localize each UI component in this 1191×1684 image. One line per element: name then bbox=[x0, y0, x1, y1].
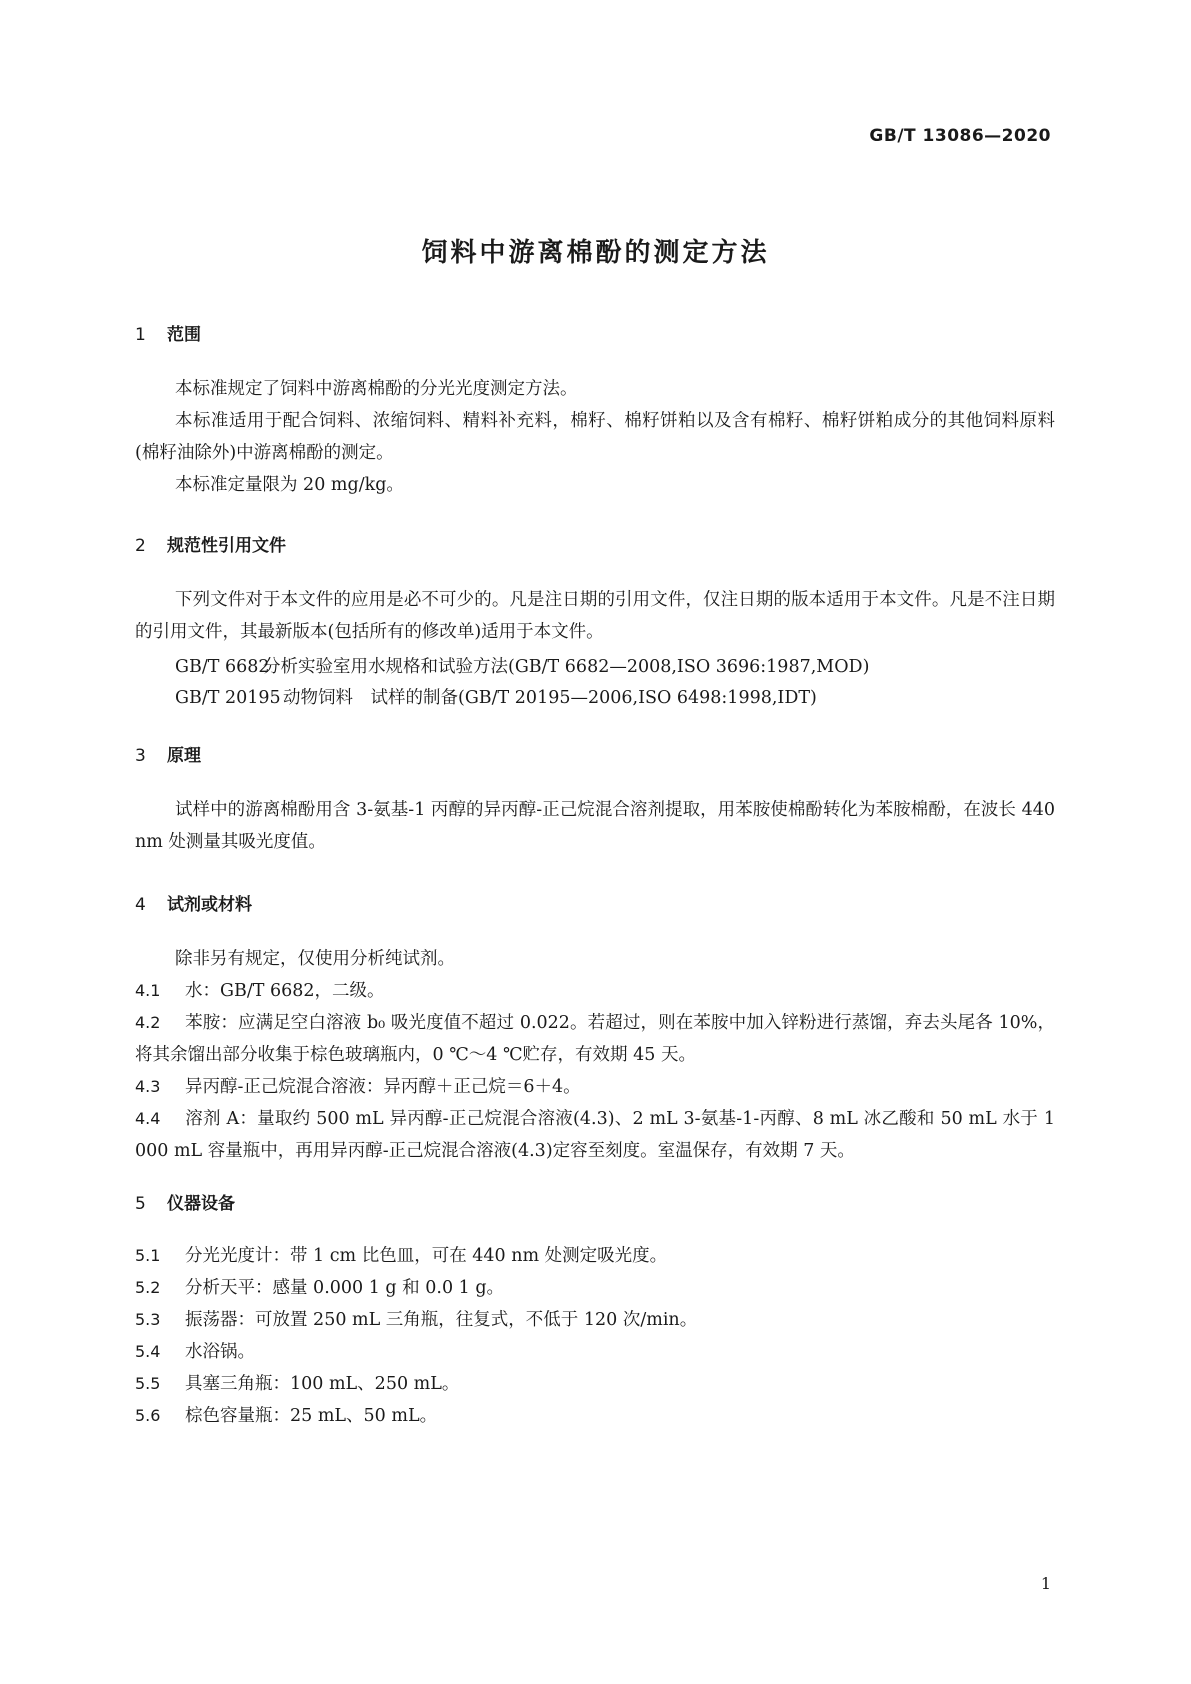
item-number: 5.2 bbox=[135, 1278, 161, 1297]
item-text: 具塞三角瓶：100 mL、250 mL。 bbox=[185, 1374, 460, 1394]
paragraph: 下列文件对于本文件的应用是必不可少的。凡是注日期的引用文件，仅注日期的版本适用于本文件。凡是不注日期的引用文件，其最新版本(包括所有的修改单)适用于本文件。 bbox=[135, 590, 1055, 642]
section-number: 3 bbox=[135, 746, 146, 766]
item-number: 4.1 bbox=[135, 981, 161, 1000]
section-5-heading bbox=[135, 1189, 235, 1214]
list-item bbox=[135, 1240, 1055, 1272]
item-number: 4.2 bbox=[135, 1013, 161, 1032]
item-number: 5.1 bbox=[135, 1246, 161, 1265]
reference-title: 动物饲料 试样的制备(GB/T 20195—2006,ISO 6498:1998,IDT) bbox=[283, 688, 817, 708]
item-text: 振荡器：可放置 250 mL 三角瓶，往复式，不低于 120 次/min。 bbox=[185, 1310, 698, 1330]
section-title: 仪器设备 bbox=[167, 1194, 235, 1214]
reference-code: GB/T 20195 bbox=[175, 688, 281, 708]
list-item bbox=[135, 1071, 1055, 1103]
section-4-heading bbox=[135, 890, 252, 915]
paragraph: 试样中的游离棉酚用含 3-氨基-1 丙醇的异丙醇-正己烷混合溶剂提取，用苯胺使棉酚转化为苯胺棉酚，在波长 440 nm 处测量其吸光度值。 bbox=[135, 800, 1055, 852]
section-title: 规范性引用文件 bbox=[167, 536, 286, 556]
item-number: 4.3 bbox=[135, 1077, 161, 1096]
item-number: 5.4 bbox=[135, 1342, 161, 1361]
item-text: 苯胺：应满足空白溶液 b₀ 吸光度值不超过 0.022。若超过，则在苯胺中加入锌粉进行蒸馏，弃去头尾各 10%，将其余馏出部分收集于棕色玻璃瓶内，0 ℃～4 ℃贮存，有效期 45 天。 bbox=[135, 1013, 1055, 1065]
page-number: 1 bbox=[1040, 1574, 1051, 1593]
reference-entry bbox=[175, 684, 817, 709]
section-number: 4 bbox=[135, 895, 146, 915]
section-number: 2 bbox=[135, 536, 146, 556]
section-title: 试剂或材料 bbox=[167, 895, 252, 915]
list-item bbox=[135, 1368, 1055, 1400]
item-text: 水：GB/T 6682，二级。 bbox=[185, 981, 385, 1001]
item-text: 异丙醇-正己烷混合溶液：异丙醇＋正己烷＝6＋4。 bbox=[185, 1077, 581, 1097]
standard-code: GB/T 13086—2020 bbox=[869, 126, 1051, 146]
list-item bbox=[135, 1272, 1055, 1304]
item-text: 棕色容量瓶：25 mL、50 mL。 bbox=[185, 1406, 438, 1426]
section-title: 范围 bbox=[167, 325, 201, 345]
list-item bbox=[135, 1103, 1055, 1167]
reference-entry bbox=[175, 653, 869, 678]
item-text: 溶剂 A：量取约 500 mL 异丙醇-正己烷混合溶液(4.3)、2 mL 3-氨基-1-丙醇、8 mL 冰乙酸和 50 mL 水于 1 000 mL 容量瓶中，再用异丙醇-正己烷混合溶液(4.3)定容至刻度。室温保存，有效期 7 天。 bbox=[135, 1109, 1055, 1161]
list-item bbox=[135, 975, 1055, 1007]
item-text: 分析天平：感量 0.000 1 g 和 0.0 1 g。 bbox=[185, 1278, 505, 1298]
section-title: 原理 bbox=[167, 746, 201, 766]
section-1-heading bbox=[135, 320, 201, 345]
list-item bbox=[135, 1304, 1055, 1336]
paragraph: 本标准定量限为 20 mg/kg。 bbox=[175, 475, 404, 495]
reference-code: GB/T 6682 bbox=[175, 657, 270, 677]
section-2-heading bbox=[135, 531, 286, 556]
item-number: 5.3 bbox=[135, 1310, 161, 1329]
paragraph: 除非另有规定，仅使用分析纯试剂。 bbox=[175, 949, 455, 969]
list-item bbox=[135, 1007, 1055, 1071]
section-number: 5 bbox=[135, 1194, 146, 1214]
section-number: 1 bbox=[135, 325, 146, 345]
paragraph: 本标准适用于配合饲料、浓缩饲料、精料补充料，棉籽、棉籽饼粕以及含有棉籽、棉籽饼粕成分的其他饲料原料(棉籽油除外)中游离棉酚的测定。 bbox=[135, 411, 1055, 463]
list-item bbox=[135, 1336, 1055, 1368]
item-number: 4.4 bbox=[135, 1109, 161, 1128]
item-text: 水浴锅。 bbox=[185, 1342, 255, 1362]
item-number: 5.5 bbox=[135, 1374, 161, 1393]
reference-title: 分析实验室用水规格和试验方法(GB/T 6682—2008,ISO 3696:1987,MOD) bbox=[263, 657, 870, 677]
document-title: 饲料中游离棉酚的测定方法 bbox=[421, 238, 770, 268]
list-item bbox=[135, 1400, 1055, 1432]
paragraph: 本标准规定了饲料中游离棉酚的分光光度测定方法。 bbox=[175, 379, 578, 399]
section-3-heading bbox=[135, 741, 201, 766]
item-text: 分光光度计：带 1 cm 比色皿，可在 440 nm 处测定吸光度。 bbox=[185, 1246, 668, 1266]
item-number: 5.6 bbox=[135, 1406, 161, 1425]
